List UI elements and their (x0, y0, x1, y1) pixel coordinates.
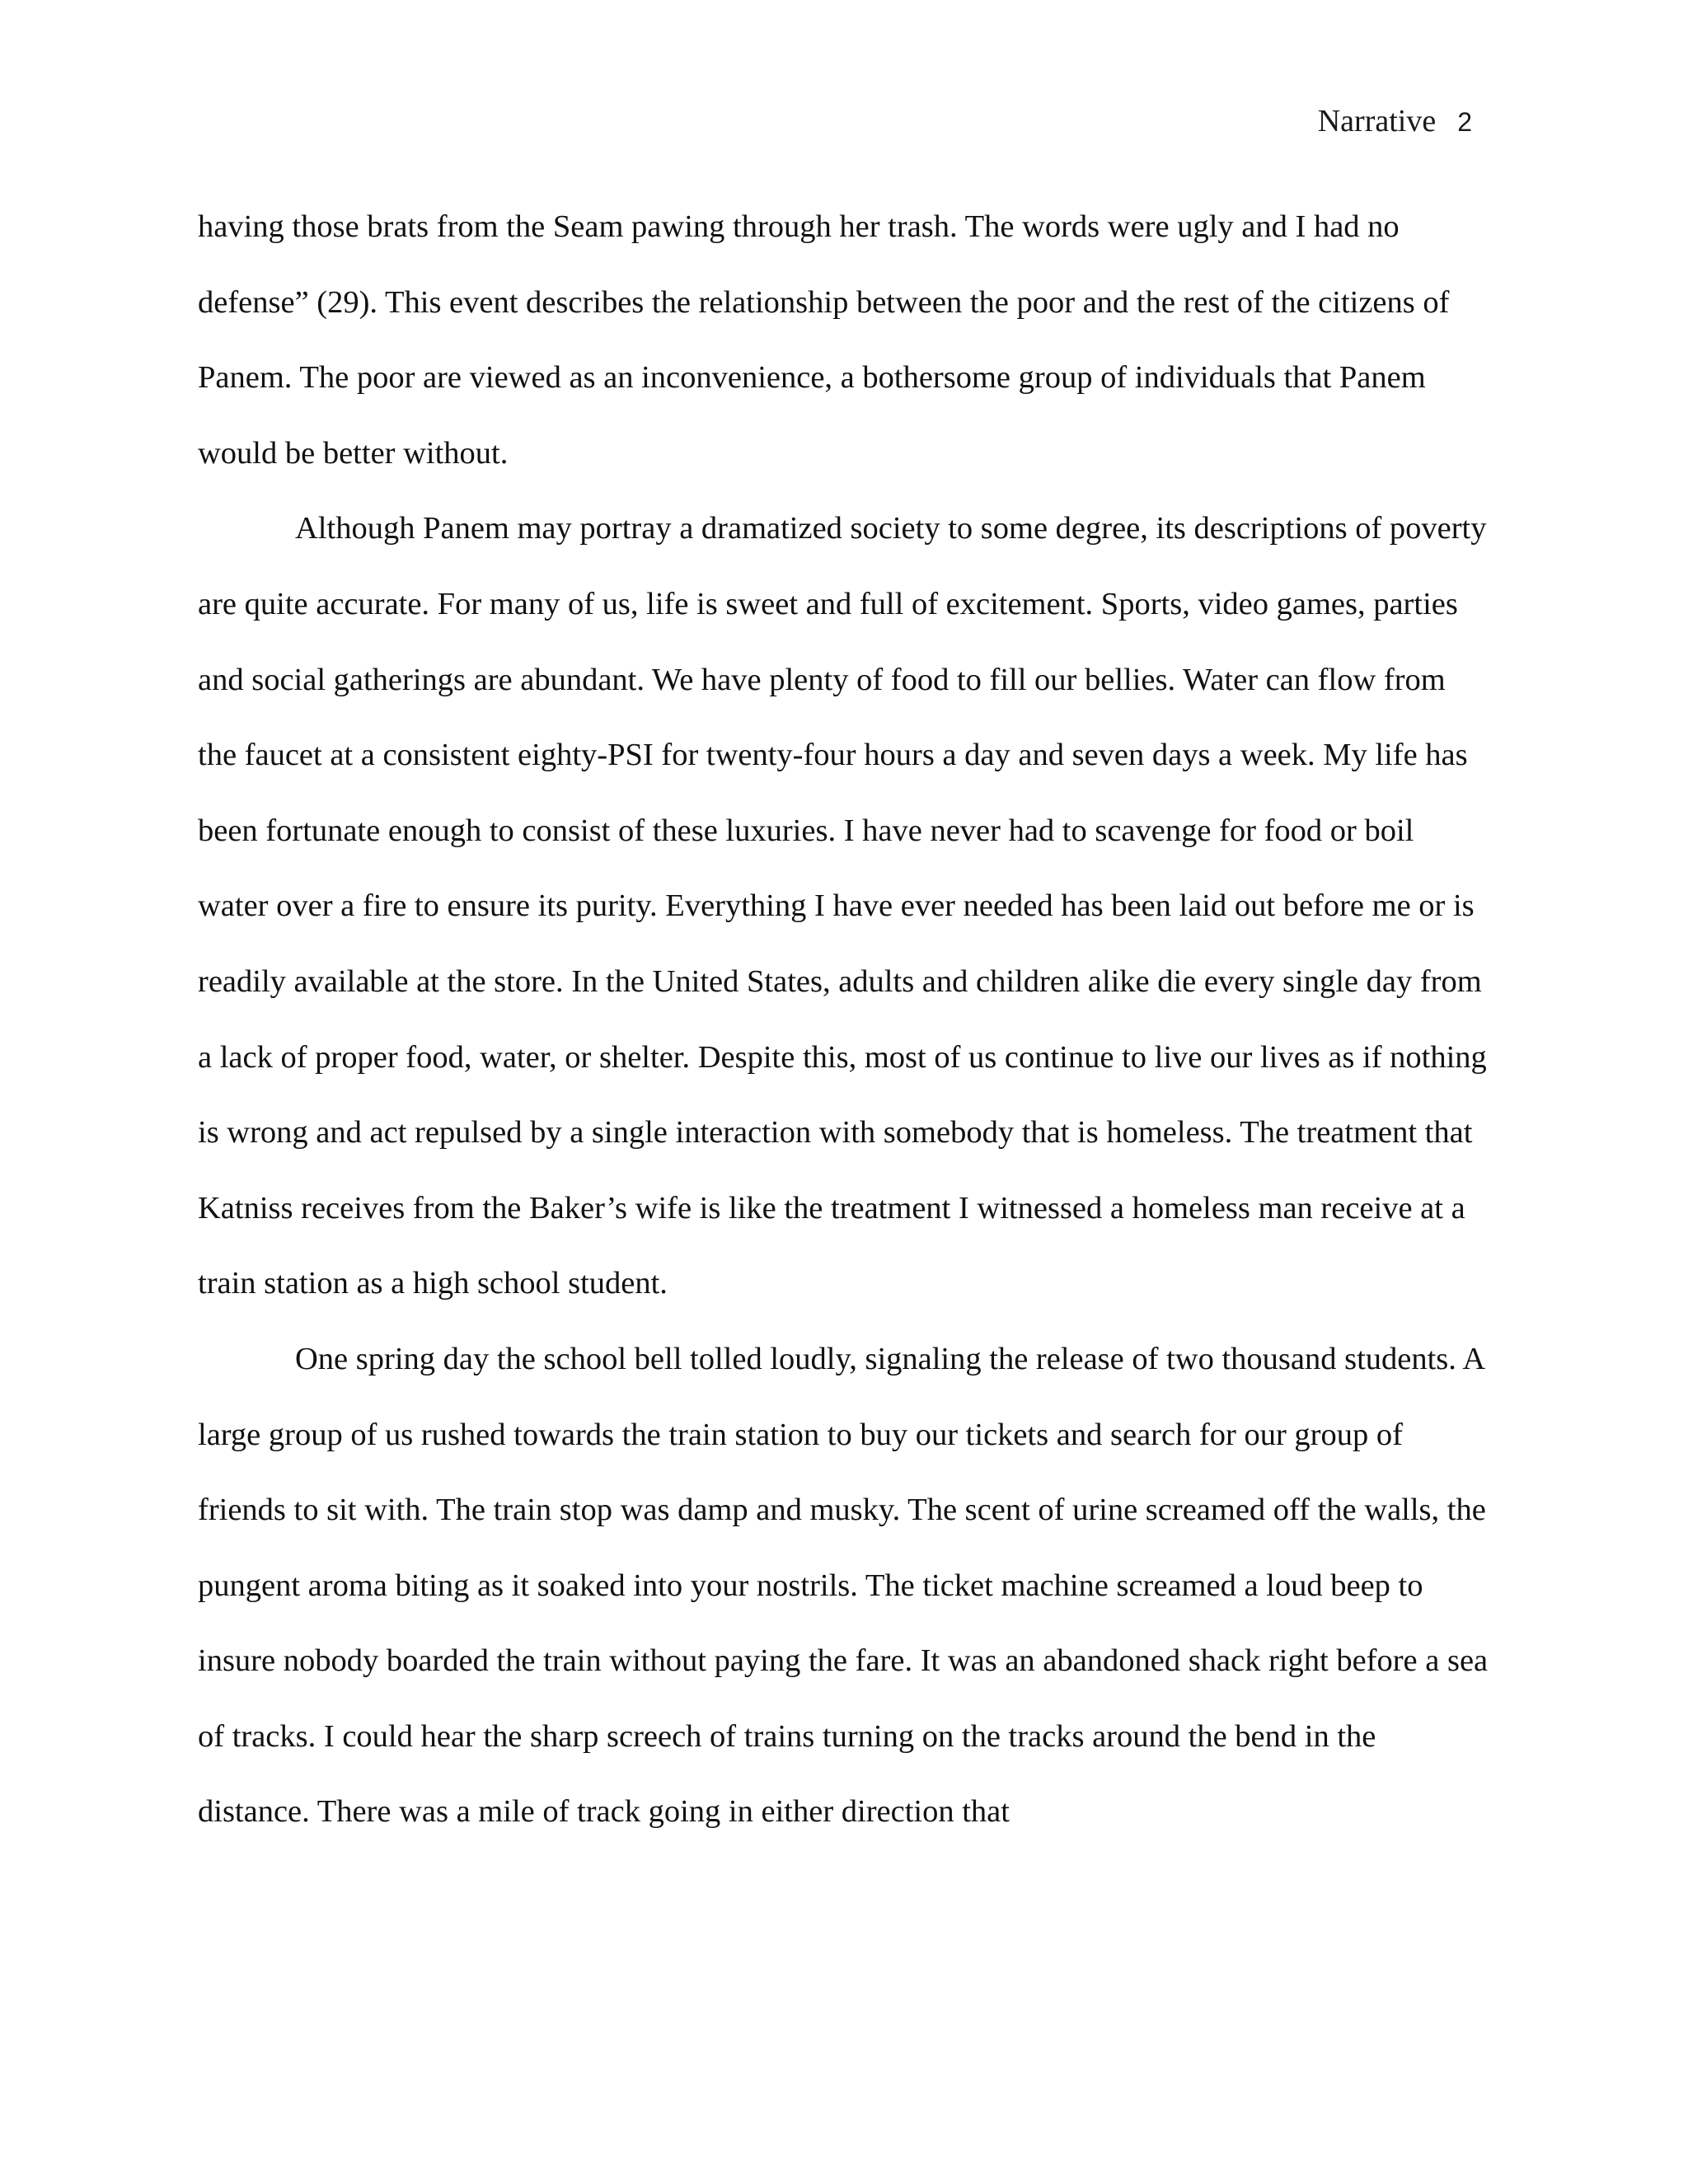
paragraph-2: Although Panem may portray a dramatized society to some degree, its descriptions of poverty are quite accurate. For many of us, life is sweet and full of excitement. Sports, video games, parties and social gatherings are abundant. We have plenty of food to fill our bellies. Water can flow from the faucet at a consistent eighty-PSI for twenty-four hours a day and seven days a week. My life has been fortunate enough to consist of these luxuries. I have never had to scavenge for food or boil water over a fire to ensure its purity. Everything I have ever needed has been laid out before me or is readily available at the store. In the United States, adults and children alike die every single day from a lack of proper food, water, or shelter. Despite this, most of us continue to live our lives as if nothing is wrong and act repulsed by a single interaction with somebody that is homeless. The treatment that Katniss receives from the Baker’s wife is like the treatment I witnessed a homeless man receive at a train station as a high school student. (198, 511, 1487, 1301)
paragraph-1: having those brats from the Seam pawing through her trash. The words were ugly and I had no defense” (29). This event describes the relationship between the poor and the rest of the citizens of Panem. The poor are viewed as an inconvenience, a bothersome group of individuals that Panem would be better without. (198, 209, 1450, 471)
body-text (198, 190, 1490, 1850)
running-head-title: Narrative (1317, 104, 1437, 138)
page-number: 2 (1457, 107, 1472, 137)
paragraph-3: One spring day the school bell tolled loudly, signaling the release of two thousand students. A large group of us rushed towards the train station to buy our tickets and search for our group of friends to sit with. The train stop was damp and musky. The scent of urine screamed off the walls, the pungent aroma biting as it soaked into your nostrils. The ticket machine screamed a loud beep to insure nobody boarded the train without paying the fare. It was an abandoned shack right before a sea of tracks. I could hear the sharp screech of trains turning on the tracks around the bend in the distance. There was a mile of track going in either direction that (198, 1341, 1489, 1830)
running-head (1318, 101, 1472, 143)
